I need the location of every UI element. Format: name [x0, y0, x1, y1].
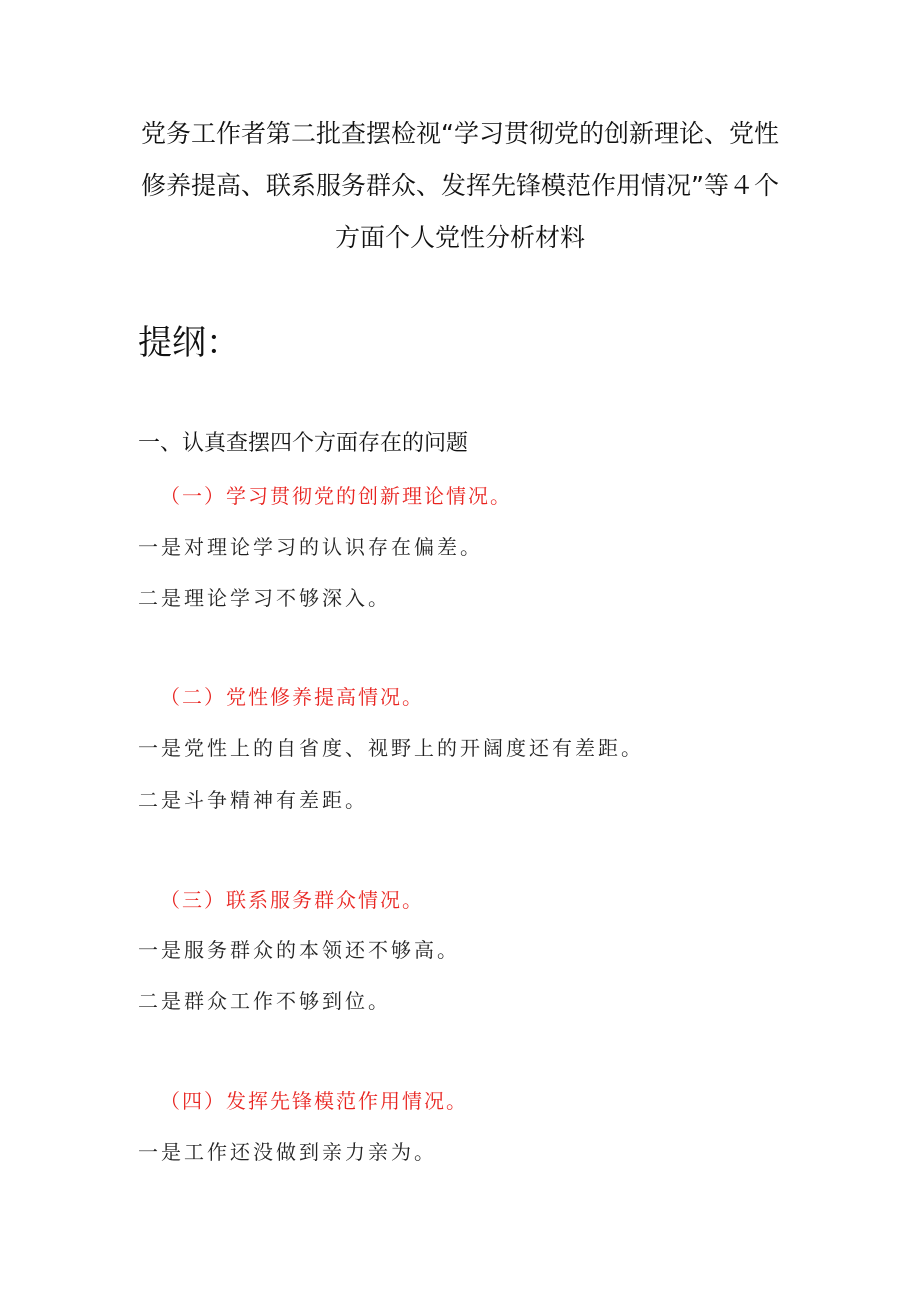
- list-item: 二是斗争精神有差距。: [138, 788, 368, 812]
- section-heading-1: 一、认真查摆四个方面存在的问题: [138, 431, 469, 456]
- title-line-2: 修养提高、联系服务群众、发挥先锋模范作用情况”等４个: [141, 171, 779, 200]
- list-item: 一是对理论学习的认识存在偏差。: [138, 535, 483, 559]
- title-line-1: 党务工作者第二批查摆检视“学习贯彻党的创新理论、党性: [141, 119, 779, 148]
- outline-heading: 提纲：: [138, 323, 240, 363]
- subsection-heading-2: （二）党性修养提高情况。: [160, 685, 424, 709]
- document-title: [140, 108, 780, 264]
- list-item: 一是工作还没做到亲力亲为。: [138, 1140, 437, 1164]
- subsection-heading-3: （三）联系服务群众情况。: [160, 888, 424, 912]
- title-line-3: 方面个人党性分析材料: [334, 223, 585, 252]
- list-item: 二是理论学习不够深入。: [138, 586, 391, 610]
- list-item: 一是服务群众的本领还不够高。: [138, 938, 460, 962]
- subsection-heading-4: （四）发挥先锋模范作用情况。: [160, 1089, 468, 1113]
- list-item: 一是党性上的自省度、视野上的开阔度还有差距。: [138, 736, 644, 760]
- list-item: 二是群众工作不够到位。: [138, 989, 391, 1013]
- subsection-heading-1: （一）学习贯彻党的创新理论情况。: [160, 484, 512, 508]
